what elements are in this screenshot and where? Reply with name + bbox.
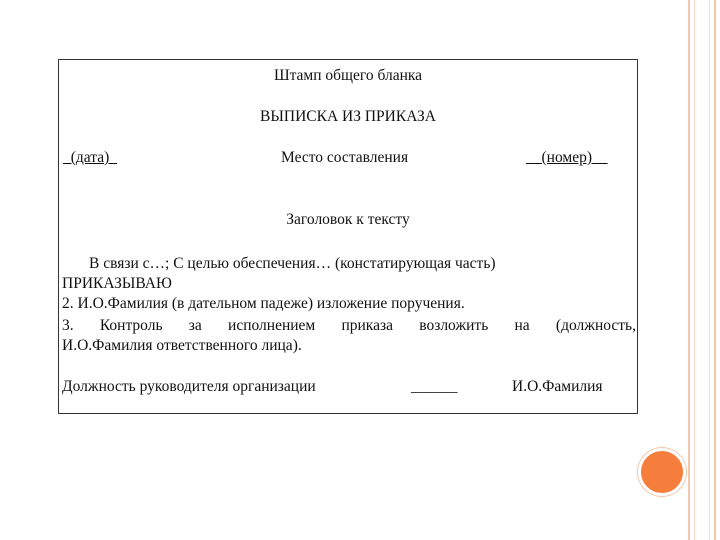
date-field-text: _(дата)_ [63,149,118,166]
item3-word: приказа [341,317,393,334]
text-heading: Заголовок к тексту [286,211,410,228]
item3-word: Контроль [99,317,163,334]
signature-name: И.О.Фамилия [512,378,603,395]
slide-circle-decoration [638,448,686,496]
order-item-3 [62,316,636,336]
number-field-text: __(номер)__ [526,149,608,166]
order-item-2: 2. И.О.Фамилия (в дательном падеже) изложение поручения. [62,295,465,312]
item3-word: за [188,317,202,334]
item3-word: исполнением [228,317,316,334]
signature-line: ______ [411,378,458,395]
document-frame [58,59,638,414]
order-item-3-continuation: И.О.Фамилия ответственного лица). [62,337,302,354]
place-field: Место составления [281,149,409,166]
document-title: ВЫПИСКА ИЗ ПРИКАЗА [260,108,436,125]
slide-border-decoration [688,0,716,540]
number-field [526,148,608,168]
order-word: ПРИКАЗЫВАЮ [62,275,172,292]
item3-word: возложить [419,317,489,334]
item3-word: 3. [62,317,74,334]
item3-word: на [514,317,530,334]
date-field [63,148,117,168]
stamp-text: Штамп общего бланка [273,67,423,84]
signature-position: Должность руководителя организации [62,378,316,395]
preamble-text: В связи с…; С целью обеспечения… (констатирующая часть) [89,255,496,272]
item3-word: (должность, [555,317,636,334]
